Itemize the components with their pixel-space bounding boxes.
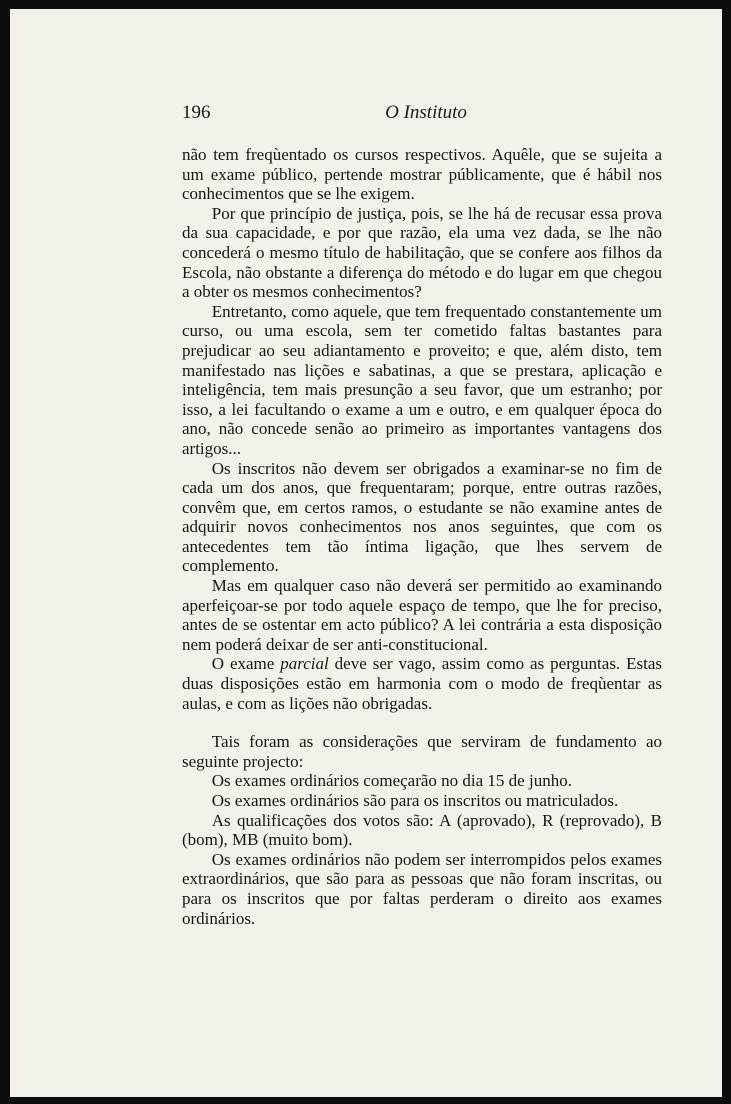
body-text — [182, 145, 662, 928]
page-number: 196 — [182, 102, 211, 123]
paragraph-exame-parcial — [182, 654, 662, 713]
paragraph: As qualificações dos votos são: A (aprovado), R (reprovado), B (bom), MB (muito bom). — [182, 810, 662, 850]
paragraph: Por que princípio de justiça, pois, se lhe há de recusar essa prova da sua capacidade, e por que razão, ela uma vez dada, se lhe não concederá o mesmo título de habilitação, que se confere aos filhos da Escola, não obstante a diferença do método e do lugar em que chegou a obter os mesmos conhecimentos? — [182, 203, 662, 302]
paragraph: Tais foram as considerações que serviram de fundamento ao seguinte projecto: — [182, 732, 662, 771]
page-header — [182, 102, 670, 128]
paragraph-continuation: não tem freqùentado os cursos respectivos. Aquêle, que se sujeita a um exame público, pertende mostrar públicamente, que é hábil nos conhecimentos que se lhe exigem. — [182, 145, 662, 204]
paragraph: Os exames ordinários começarão no dia 15 de junho. — [211, 771, 572, 791]
paragraph: Mas em qualquer caso não deverá ser permitido ao examinando aperfeiçoar-se por todo aquele espaço de tempo, que lhe for preciso, antes de se ostentar em acto público? A lei contrária a esta disposição nem poderá deixar de ser anti-constitucional. — [182, 576, 662, 654]
emphasis-parcial: parcial — [280, 654, 329, 674]
running-title: O Instituto — [385, 102, 467, 123]
paragraph: Os inscritos não devem ser obrigados a examinar-se no fim de cada um dos anos, que frequentaram; porque, entre outras razões, convêm que, em certos ramos, o estudante se não examine antes de adquirir novos conhecimentos nos anos seguintes, que com os antecedentes tem tão íntima ligação, que lhes servem de complemento. — [182, 458, 662, 576]
book-page — [10, 9, 722, 1097]
paragraph-text: deve ser vago, assim como as perguntas. Estas duas disposições estão em harmonia com o modo de freqùentar as aulas, e com as lições não obrigadas. — [182, 654, 663, 713]
paragraph: Entretanto, como aquele, que tem frequentado constantemente um curso, ou uma escola, sem ter cometido faltas bastantes para prejudicar ao seu adiantamento e proveito; e que, além disto, tem manifestado nas lições e sabatinas, a que se prestara, aplicação e inteligência, tem mais presunção a seu favor, que um estranho; por isso, a lei facultando o exame a um e outro, e em qualquer época do ano, não concede senão ao primeiro as importantes vantagens dos artigos... — [182, 301, 662, 458]
paragraph: Os exames ordinários são para os inscritos ou matriculados. — [211, 791, 619, 810]
paragraph-text: O exame — [211, 654, 281, 674]
paragraph: Os exames ordinários não podem ser interrompidos pelos exames extraordinários, que são para as pessoas que não foram inscritas, ou para os inscritos que por faltas perderam o direito aos exames ordinários. — [182, 849, 662, 928]
